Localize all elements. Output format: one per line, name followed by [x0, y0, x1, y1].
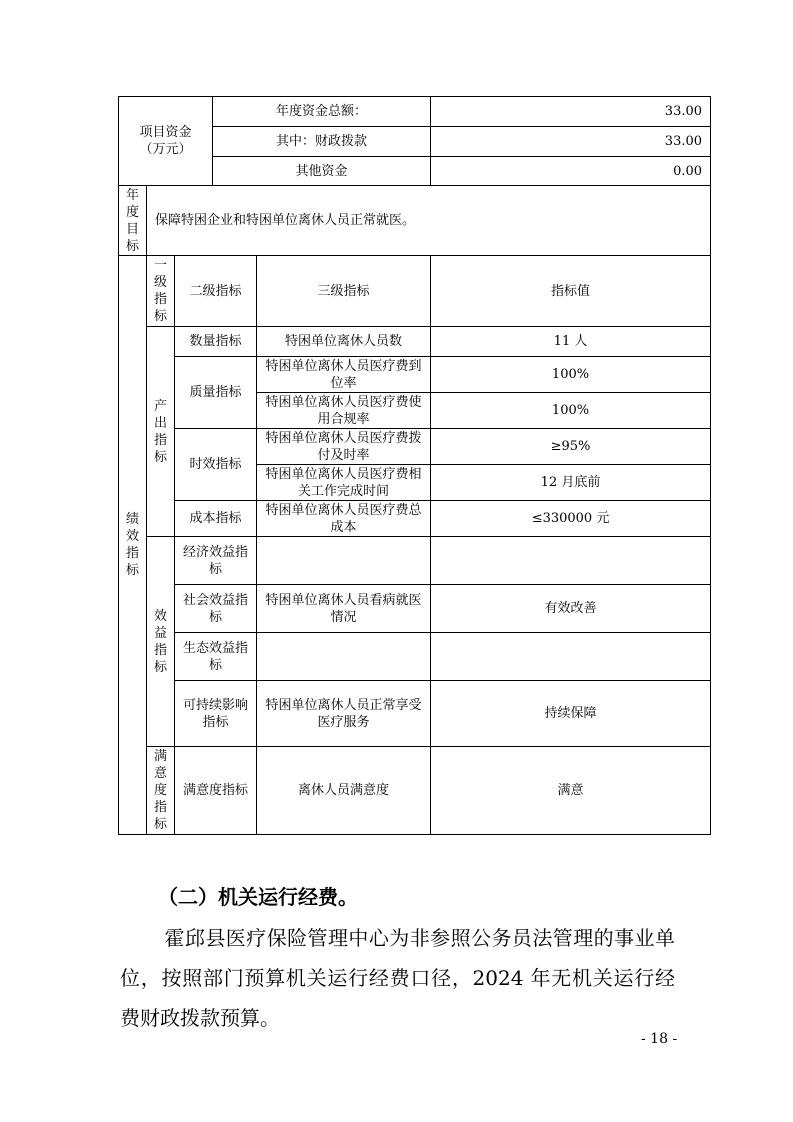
funds-total-value: 33.00	[431, 97, 711, 127]
ecological-item	[257, 633, 431, 681]
ecological-label: 生态效益指标	[175, 633, 257, 681]
satisfaction-sublabel: 满意度指标	[175, 747, 257, 835]
header-level2: 二级指标	[175, 256, 257, 327]
economic-label: 经济效益指标	[175, 537, 257, 585]
timeliness-item-2: 特困单位离休人员医疗费相关工作完成时间	[257, 465, 431, 501]
cost-value: ≤330000 元	[431, 501, 711, 537]
performance-label: 绩效指标	[119, 256, 147, 835]
funds-other-value: 0.00	[431, 157, 711, 186]
economic-item	[257, 537, 431, 585]
quantity-value: 11 人	[431, 327, 711, 357]
quality-item-1: 特困单位离休人员医疗费到位率	[257, 357, 431, 393]
quantity-label: 数量指标	[175, 327, 257, 357]
quality-item-2: 特困单位离休人员医疗费使用合规率	[257, 393, 431, 429]
economic-value	[431, 537, 711, 585]
body-paragraph-text: 霍邱县医疗保险管理中心为非参照公务员法管理的事业单位，按照部门预算机关运行经费口径，2024 年无机关运行经费财政拨款预算。	[120, 926, 675, 1030]
satisfaction-label: 满意度指标	[147, 747, 175, 835]
section-title: （二）机关运行经费。	[158, 885, 358, 909]
quantity-item: 特困单位离休人员数	[257, 327, 431, 357]
funds-fiscal-label: 其中：财政拨款	[213, 127, 431, 157]
satisfaction-value: 满意	[431, 747, 711, 835]
page-number: - 18 -	[641, 1031, 678, 1047]
body-paragraph	[120, 918, 675, 1038]
funds-total-label: 年度资金总额：	[213, 97, 431, 127]
timeliness-value-2: 12 月底前	[431, 465, 711, 501]
funds-fiscal-value: 33.00	[431, 127, 711, 157]
social-item: 特困单位离休人员看病就医情况	[257, 585, 431, 633]
sustainable-label: 可持续影响指标	[175, 681, 257, 747]
header-value: 指标值	[431, 256, 711, 327]
cost-label: 成本指标	[175, 501, 257, 537]
annual-goal-label: 年度目标	[119, 186, 147, 256]
timeliness-item-1: 特困单位离休人员医疗费拨付及时率	[257, 429, 431, 465]
output-label: 产出指标	[147, 327, 175, 537]
social-value: 有效改善	[431, 585, 711, 633]
social-label: 社会效益指标	[175, 585, 257, 633]
header-level1: 一级指标	[147, 256, 175, 327]
benefit-label: 效益指标	[147, 537, 175, 747]
funds-label: 项目资金（万元）	[119, 97, 213, 186]
quality-label: 质量指标	[175, 357, 257, 429]
timeliness-label: 时效指标	[175, 429, 257, 501]
timeliness-value-1: ≥95%	[431, 429, 711, 465]
cost-item: 特困单位离休人员医疗费总成本	[257, 501, 431, 537]
funds-other-label: 其他资金	[213, 157, 431, 186]
sustainable-value: 持续保障	[431, 681, 711, 747]
annual-goal-text: 保障特困企业和特困单位离休人员正常就医。	[147, 186, 711, 256]
performance-table	[118, 96, 711, 835]
quality-value-1: 100%	[431, 357, 711, 393]
header-level3: 三级指标	[257, 256, 431, 327]
satisfaction-item: 离休人员满意度	[257, 747, 431, 835]
ecological-value	[431, 633, 711, 681]
quality-value-2: 100%	[431, 393, 711, 429]
sustainable-item: 特困单位离休人员正常享受医疗服务	[257, 681, 431, 747]
